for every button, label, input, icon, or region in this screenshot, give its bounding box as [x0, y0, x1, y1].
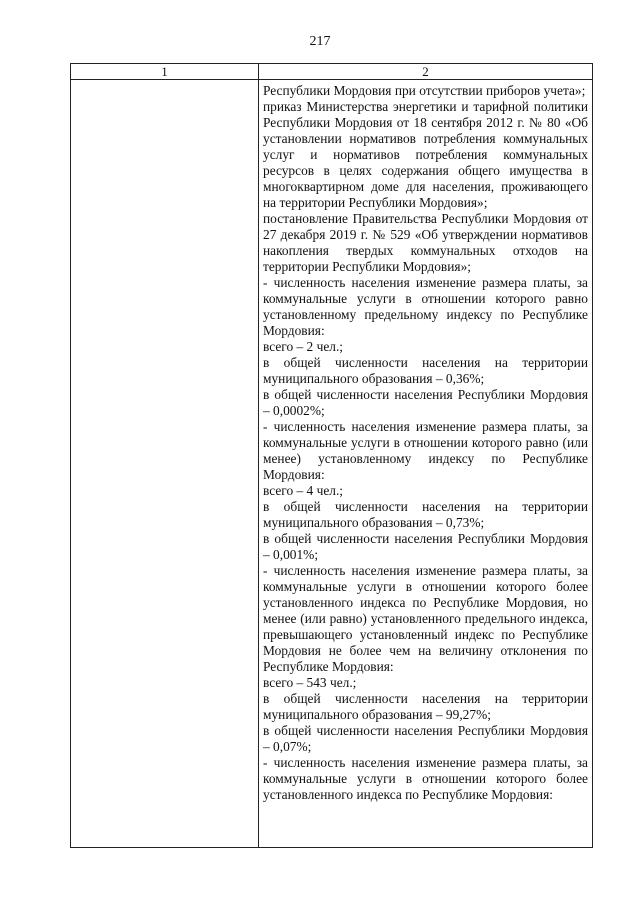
paragraph: в общей численности населения Республики Мордовия – 0,0002%; — [263, 387, 588, 418]
table-header-row — [71, 64, 593, 80]
table-body-row — [71, 80, 593, 848]
paragraph: всего – 543 чел.; — [263, 675, 357, 690]
paragraph: в общей численности населения на территории муниципального образования – 0,36%; — [263, 355, 588, 386]
column-1-cell — [71, 80, 259, 848]
paragraph: Республики Мордовия при отсутствии приборов учета»; — [263, 83, 586, 98]
paragraph: - численность населения изменение размера платы, за коммунальные услуги в отношении которого более установленного индекса по Республике Мордовия: — [263, 755, 588, 802]
column-header-2: 2 — [259, 64, 593, 80]
paragraph: в общей численности населения на территории муниципального образования – 0,73%; — [263, 499, 588, 530]
paragraph: всего – 2 чел.; — [263, 339, 344, 354]
column-2-cell — [259, 80, 593, 848]
paragraph: приказ Министерства энергетики и тарифной политики Республики Мордовия от 18 сентября 2012 г. № 80 «Об установлении нормативов потребления коммунальных услуг и нормативов потребления коммунальных ресурсов в целях содержания общего имущества в многоквартирном доме для населения, проживающего на территории Республики Мордовия»; — [263, 99, 588, 210]
paragraph: в общей численности населения на территории муниципального образования – 99,27%; — [263, 691, 588, 722]
paragraph: в общей численности населения Республики Мордовия – 0,001%; — [263, 531, 588, 562]
column-header-1: 1 — [71, 64, 259, 80]
page-number: 217 — [309, 34, 331, 49]
paragraph: - численность населения изменение размера платы, за коммунальные услуги в отношении которого равно (или менее) установленному индексу по Республике Мордовия: — [263, 419, 588, 482]
paragraph: постановление Правительства Республики Мордовия от 27 декабря 2019 г. № 529 «Об утверждении нормативов накопления твердых коммунальных отходов на территории Республики Мордовия»; — [263, 211, 588, 274]
paragraph: в общей численности населения Республики Мордовия – 0,07%; — [263, 723, 588, 754]
column-2-content — [259, 80, 592, 847]
document-table — [70, 63, 593, 848]
paragraph: всего – 4 чел.; — [263, 483, 344, 498]
paragraph: - численность населения изменение размера платы, за коммунальные услуги в отношении которого равно установленному предельному индексу по Республике Мордовия: — [263, 275, 588, 338]
paragraph: - численность населения изменение размера платы, за коммунальные услуги в отношении которого более установленного индекса по Республике Мордовия, но менее (или равно) установленного предельного индекса, превышающего установленный индекс по Республике Мордовия не более чем на величину отклонения по Республике Мордовия: — [263, 563, 588, 674]
